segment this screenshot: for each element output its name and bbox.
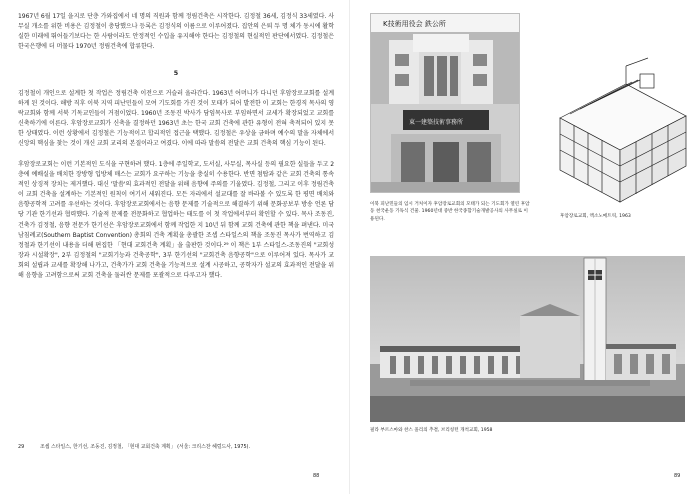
footnote-number: 29 [18, 444, 25, 450]
signboard-text: 東一建築技術事務所 [409, 119, 464, 126]
caption-church-tower: 필라 부르스마와 찬스 올리의 추결, 브리칭턴 개척교회, 1958 [370, 428, 493, 433]
caption-historic-building: 이북 피난민들의 임시 거처이자 후암장로교회의 모태가 되는 기도회가 열린 후암동 천국운동 기독식 건물. 1960년대 중반 한국종합기술개발공사의 사무실로 이용된다. [370, 202, 530, 222]
photo-church-tower [370, 256, 685, 422]
page-number-left: 88 [313, 473, 320, 479]
axonometric-drawing [552, 54, 694, 206]
caption-axonometric: 후암장로교회, 액소노메트릭, 1963 [560, 214, 631, 219]
church-tower-illustration [370, 256, 685, 422]
photo-historic-building [370, 13, 520, 193]
page-gutter [349, 0, 350, 494]
page-number-right: 89 [674, 473, 681, 479]
paragraph-2: 김정철이 개인으로 설계한 첫 작업은 정림건축 이전으로 거슬러 올라간다. 1963년 어머니가 다니던 후암장로교회를 설계하게 된 것이다. 해방 직후 이북 지역 피난민들이 모여 기도회를 가진 것이 모태가 되어 발전한 이 교회는 한경직 목사의 영락교회와 함께 서북 기독교인들이 거점이었다. 1960년 조동진 박사가 담임목사로 부임하면서 교세가 확장되었고 교회를 신축하기에 이른다. 후암장로교회가 신축을 결정하던 1963년 초는 한국 교회 건축에 관한 유형이 전혀 축적되어 있지 못한 상태였다. 이런 상황에서 김정철은 기능적이고 합리적인 접근을 택했다. 김정철은 우상을 금하며 예수의 말을 자체에서 신앙의 핵심을 찾는 것이 개신 교회 교리의 본질이라고 여겼다. 이에 따라 말씀의 전달은 교회 건축의 핵심 기능이 된다. [18, 89, 334, 148]
footnote [18, 444, 334, 451]
sign-text: K技術用役会 鉄公所 [383, 20, 446, 28]
paragraph-3: 후암장로교회는 이런 기본적인 도식을 구현하려 했다. 1층에 주일학교, 도서실, 사무실, 목사실 등의 필요한 실들을 두고 2층에 예배실을 배치한 장방형 입방체 매스는 교회가 요구하는 기능을 충실히 수용한다. 반면 첨탑과 같은 교회 건축의 통속적인 상징적 장치는 제거했다. 대신 '말씀'의 효과적인 전달을 위해 음향에 주의를 기울였다. 김정철, 그리고 이후 정림건축이 교회 건축을 설계하는 기본적인 원칙이 여기서 세워진다. 모든 자리에서 설교대를 잘 바라볼 수 있도록 한 평면 배치와 음향공학적 고려를 우선하는 것이다. 후암장로교회에서는 음향 문제를 기술적으로 해결하기 위해 문화공보부 방송 언론 담당 기관 한기선과 협력했다. 기술적 문제를 전문화하고 협업하는 태도를 이 첫 작업에서부터 확인할 수 있다. 목사 조동진, 건축가 김정철, 음향 전문가 한기선은 후암장로교회에서 함께 작업한 지 10년 뒤 함께 교회 건축에 관한 책을 펴낸다. 미국 남침례교(Southern Baptist Convention) 총회의 건축 계획을 총괄한 조셉 스타일스의 책을 조동진 목사가 번역하고 김정철과 한기선이 내용을 더해 편집한 「현대 교회건축 계획」을 출판한 것이다.²⁹ 이 책은 1부 스타일스-조동진의 "교회성장과 시설확장", 2부 김정철의 "교회기능과 건축공학", 3부 한기선의 "교회건축 음향공학"으로 이루어져 있다. 목사가 교회의 설립과 교세를 확장해 나가고, 건축가가 교회 건축을 기능적으로 설계 시공하고, 공학자가 설교의 효과적인 전달을 위해 음향을 고려함으로써 교회 건축을 둘러싼 문제를 포괄적으로 다루고자 했다. [18, 160, 334, 280]
section-number: 5 [173, 68, 179, 77]
historic-building-illustration [371, 14, 520, 193]
paragraph-1: 1967년 6월 17일 을지로 단층 가와집에서 네 명의 직원과 함께 정림건축은 시작한다. 김정철 36세, 김정식 33세였다. 사무실 개소를 위한 비용은 김정철이 충당했으나 등록은 김정식의 이름으로 이루어졌다. 집안의 은퇴 두 명 체가 동시에 활학실한 미래에 뛰어들기보다는 한 사람이라도 안정적인 수입을 유지해야 한다는 김정철의 현실적인 판단에서였다. 김정철은 한국은행에 더 머물다 1970년 정림건축에 합류한다. [18, 13, 334, 51]
left-page-body [18, 12, 334, 281]
footnote-text: 조셉 스타일스, 한기선, 조동진, 김정철, 「현대 교회건축 계획」 (서울: 크리스찬 헤럴드사, 1975). [40, 444, 251, 450]
